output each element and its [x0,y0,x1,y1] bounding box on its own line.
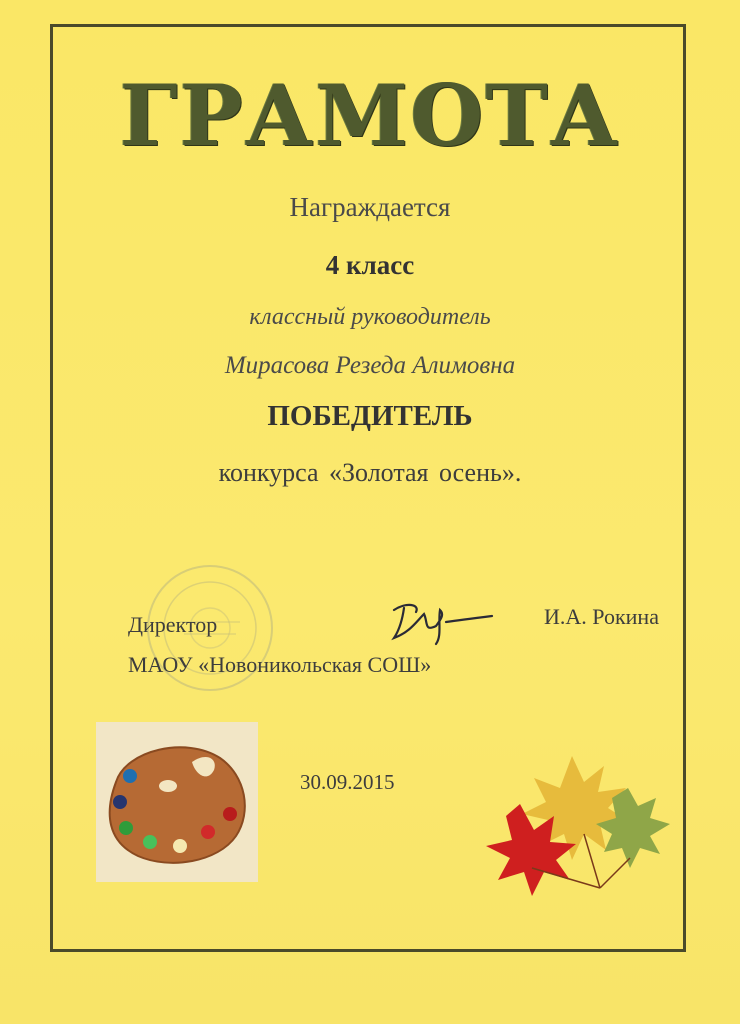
result-title: ПОБЕДИТЕЛЬ [267,400,473,432]
teacher-role: классный руководитель [249,304,491,330]
director-signature [380,592,500,652]
director-label: Директор [128,612,218,637]
issue-date: 30.09.2015 [300,770,395,794]
autumn-leaves-icon [480,748,680,898]
teacher-name: Мирасова Резеда Алимовна [224,352,516,379]
contest-name: конкурса «Золотая осень». [218,458,522,487]
awarded-label: Награждается [289,192,451,222]
certificate-title: ГРАМОТА [119,66,621,165]
recipient-class: 4 класс [325,250,415,280]
school-name: МАОУ «Новоникольская СОШ» [128,652,432,677]
paint-palette-icon [96,722,258,882]
director-name: И.А. Рокина [544,604,659,629]
